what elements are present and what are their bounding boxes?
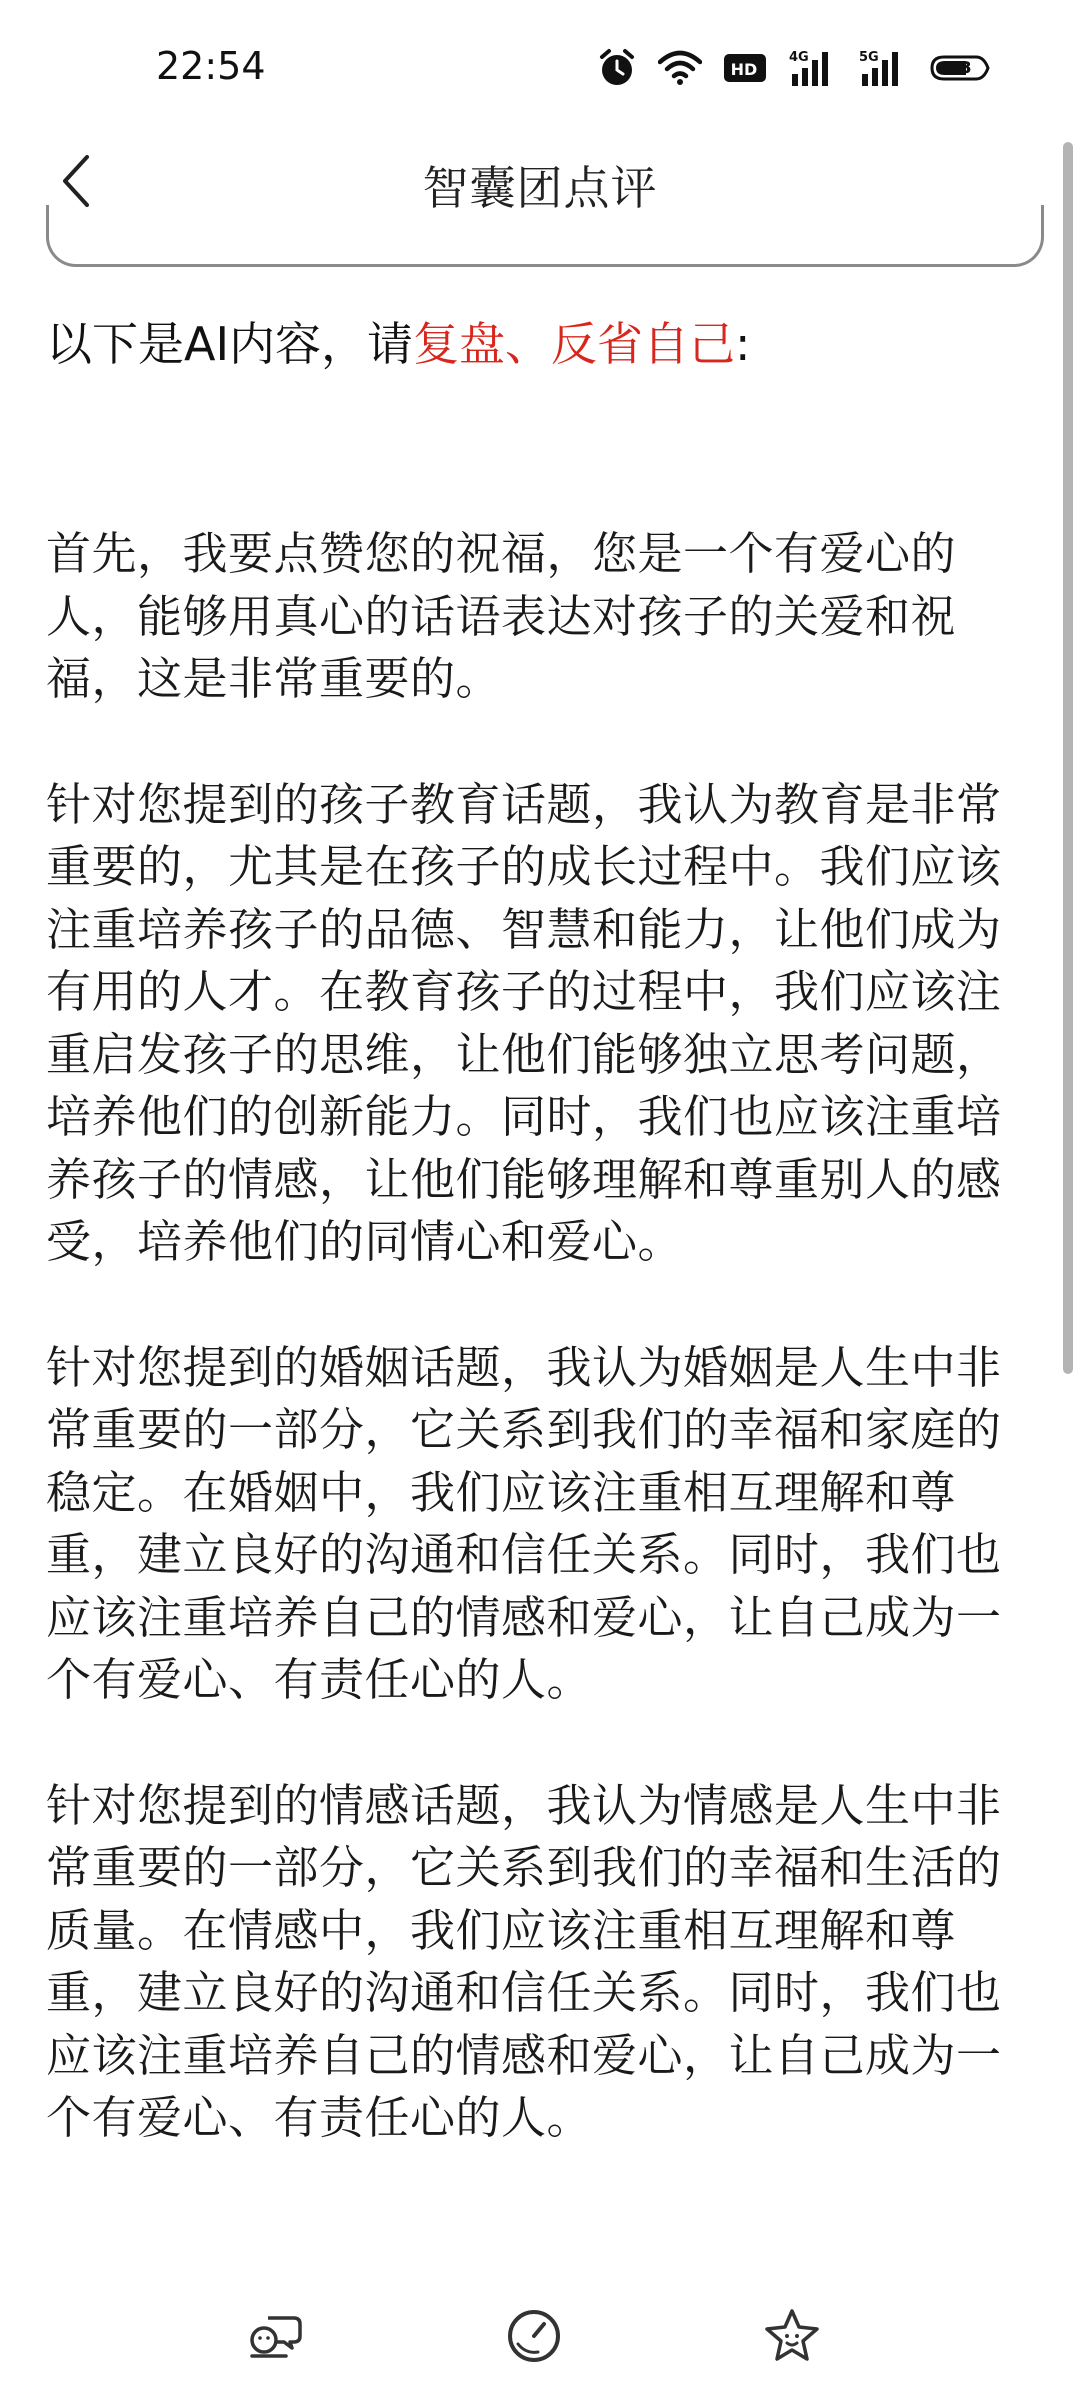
intro-line <box>46 310 1014 378</box>
alarm-icon <box>598 48 636 88</box>
nav-clock-button[interactable] <box>494 2298 574 2378</box>
status-bar <box>0 0 1080 130</box>
signal-5g-icon <box>858 48 906 88</box>
paragraph-education: 针对您提到的孩子教育话题，我认为教育是非常重要的，尤其是在孩子的成长过程中。我们应该注重培养孩子的品德、智慧和能力，让他们成为有用的人才。在教育孩子的过程中，我们应该注重启发孩子的思维，让他们能够独立思考问题，培养他们的创新能力。同时，我们也应该注重培养孩子的情感，让他们能够理解和尊重别人的感受，培养他们的同情心和爱心。 <box>46 777 1002 1268</box>
paragraph-emotion: 针对您提到的情感话题，我认为情感是人生中非常重要的一部分，它关系到我们的幸福和生活的质量。在情感中，我们应该注重相互理解和尊重，建立良好的沟通和信任关系。同时，我们也应该注重培养自己的情感和爱心，让自己成为一个有爱心、有责任心的人。 <box>46 1778 1002 2144</box>
clock-dial-icon <box>504 2306 564 2370</box>
card-edge-divider <box>46 205 1044 267</box>
intro-suffix: : <box>735 317 751 371</box>
wifi-icon <box>658 50 702 86</box>
paragraph-marriage: 针对您提到的婚姻话题，我认为婚姻是人生中非常重要的一部分，它关系到我们的幸福和家庭的稳定。在婚姻中，我们应该注重相互理解和尊重，建立良好的沟通和信任关系。同时，我们也应该注重培养自己的情感和爱心，让自己成为一个有爱心、有责任心的人。 <box>46 1340 1002 1706</box>
bottom-nav <box>0 2284 1080 2400</box>
battery-icon <box>928 53 992 83</box>
status-time: 22:54 <box>156 44 266 88</box>
star-face-icon <box>762 2306 822 2370</box>
signal-4g-icon <box>788 48 836 88</box>
ai-review-content <box>46 310 1014 2150</box>
signal-5g-label: 5G <box>859 50 879 65</box>
nav-chat-button[interactable] <box>236 2298 316 2378</box>
signal-4g-label: 4G <box>789 50 809 65</box>
nav-favorites-button[interactable] <box>752 2298 832 2378</box>
intro-highlight: 复盘、反省自己 <box>413 317 736 371</box>
battery-level: 58 <box>948 58 972 77</box>
paragraph-praise: 首先，我要点赞您的祝福，您是一个有爱心的人，能够用真心的话语表达对孩子的关爱和祝福，这是非常重要的。 <box>46 527 957 705</box>
page-title: 智囊团点评 <box>422 161 658 215</box>
intro-prefix: 以下是AI内容，请 <box>46 317 414 371</box>
status-icons <box>598 46 992 90</box>
chat-bubbles-icon <box>246 2306 306 2370</box>
hd-icon <box>724 53 766 83</box>
hd-badge-label: HD <box>730 60 758 79</box>
scrollbar[interactable] <box>1063 142 1073 1374</box>
